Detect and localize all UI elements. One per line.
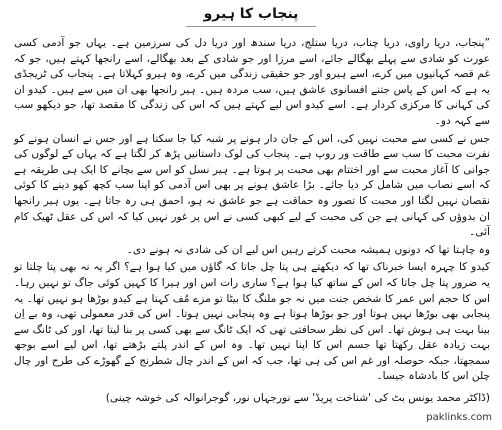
article-title: پنجاب کا ہیرو bbox=[203, 6, 299, 22]
article-body bbox=[14, 36, 490, 387]
author-credit: (ڈاکٹر محمد یونس بٹ کی 'شناخت پریڈ' سے نورجہاں نور، گوجرانوالہ کی خوشہ چینی) bbox=[105, 392, 490, 404]
paragraph: ”پنجاب، دریا راوی، دریا چناب، دریا ستلج، دریا سندھ اور دریا دل کی سرزمین ہے۔ یہاں جو آدمی کسی عورت کو شادی سے پہلے بھگالے جائے، اسے مرزا اور جو شادی کے بعد بھگالے، اسے رانجھا کہتے ہیں، جو کہ غم قصہ کہانیوں میں کرے، اسے ہیرو اور جو حقیقی زندگی میں کرے، وہ ہیرو کہلاتا ہے۔ پنجاب کی ٹریجڈی یہ ہے کہ اس کے پاس جتنے افسانوی عاشق ہیں، سب مردہ ہیں۔ ہیر رانجھا بھی ان میں سے ہیں۔ کیدو ان کی کہانی کا مرکزی کردار ہے۔ اسے کیدو اس لیے کہتے ہیں کہ اس کی زندگی کا مقصد تھا، جو دیکھو سب سے کہہ دو۔ bbox=[14, 37, 490, 127]
paragraph: جس نے کسی سے محبت نہیں کی، اس کے جان دار ہونے پر شبہ کیا جا سکتا ہے اور جس نے انسان ہونے کو نفرت محبت کا سب سے طاقت ور روپ ہے۔ پنجاب کی لوک داستانیں پڑھ کر لگتا ہے کہ یہاں کے لوگوں کی جوانی کا آغاز محبت سے اور اختتام بھی محبت پر ہوتا ہے۔ ہیر نسل کو اس سے بچانے کا ایک ہی طریقہ ہے کہ اسے نصاب میں شامل کر دیا جائے۔ بڑا عاشق ہونے پر بھی اس آدمی کو اپنا سب کچھ کھو دینے کا کوئی نقصان نہیں لگتا اور محبت کا تصور وہ حماقت ہے جو عاشق نہ ہو، احمق ہی رہ جاتا ہے۔ یوں ہیر رانجھا ان بدوؤں کی کہانی ہے جن کی محبت کے لیے کبھی کسی نے اس پر غور نہیں کیا کہ اس کی عقل ٹھیک کام آئی۔ bbox=[14, 132, 490, 239]
paragraph: کیدو کا چہرہ ایسا خبرناک تھا کہ دیکھتے ہی پتا چل جاتا کہ گاؤں میں کیا ہوا ہے؟ اگر یہ نہ بھی پتا چلتا تو یہ ضرور پتا چل جاتا کہ اس کے ساتھ کیا ہوا ہے؟ ساری رات اس اور ہیرا کا کہیں کوئی جاگ تو نہیں رہا۔ اس کا حجم اس عمر کا شخص جنت میں نہ جو ملنگ کا بیٹا تو مزے مُف کہتا ہے کیدو بوڑھا ہو نہیں تھا۔ یہ پنجابی بھی بوڑھا نہیں ہوتا اور جو بوڑھا ہوتا ہے وہ پنجابی نہیں ہوتا۔ اس کی قدر معمولی تھی، وہ بے اِن بینا بہت ہی ہوش تھا۔ اس کی نظر سحافتی تھی کہ ایک ٹانگ سے بھی کسی پر بنا لیتا تھا، اور کی ٹانگ سے بہت زیادہ عقل رکھتا تھا جسم اس کا اپنا نہیں تھا۔ وہ اس کے اندر پلتے بڑھتے تھا، اس لیے اسے بوجھ سمجھتا، جبکہ حوصلہ اور غم اس کی ہی تھا، جب کہ اس کے اندر چال شطرنج کے گھوڑے کی طرح اور چال چلن اس کا بادشاہ جیسا۔ bbox=[14, 261, 490, 383]
title-underline bbox=[186, 26, 316, 27]
site-watermark: paklinks.com bbox=[426, 412, 492, 423]
paragraph: وہ چاہتا تھا کہ دونوں ہمیشہ محبت کرتے رہیں اس لیے ان کی شادی نہ ہونے دی۔ bbox=[126, 243, 490, 256]
